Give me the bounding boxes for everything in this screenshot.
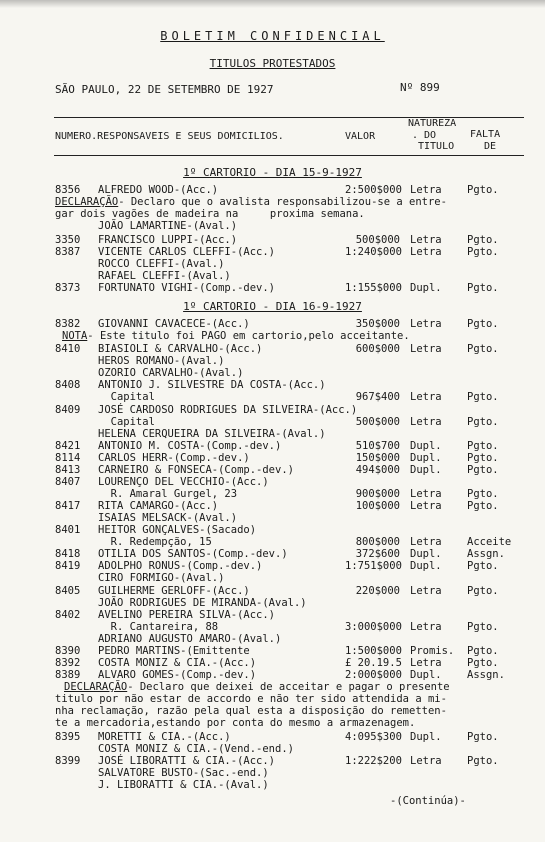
place-date: SÃO PAULO, 22 DE SETEMBRO DE 1927 [55,83,274,96]
table-row: HELENA CERQUEIRA DA SILVEIRA-(Aval.) [98,428,326,440]
table-row: J. LIBORATTI & CIA.-(Aval.) [98,779,269,791]
table-row: 8356 ALFREDO WOOD-(Acc.) 2:500$000 Letra Pgto. [55,184,499,196]
continued-marker: -(Continúa)- [390,795,466,807]
table-row: 8408 ANTONIO J. SILVESTRE DA COSTA-(Acc.) [55,379,326,391]
col-header-de: DE [484,141,497,152]
table-row: 8409 JOSÉ CARDOSO RODRIGUES DA SILVEIRA-(Acc.) [55,404,358,416]
table-row: 8417 RITA CAMARGO-(Acc.) 100$000 Letra Pgto. [55,500,499,512]
table-row: SALVATORE BUSTO-(Sac.-end.) [98,767,269,779]
col-header-falta: FALTA [470,129,501,140]
declaration-note-line: titulo por não estar de accordo e não ter sido attendida a mi- [55,693,447,705]
declaration-note-line: gar dois vagões de madeira na proxima semana. [55,208,365,220]
table-row: 8390 PEDRO MARTINS-(Emittente 1:500$000 Promis. Pgto. [55,645,499,657]
table-row: 8419 ADOLPHO RONUS-(Comp.-dev.) 1:751$000 Dupl. Pgto. [55,560,499,572]
declaration-note: DECLARAÇÃO- Declaro que deixei de acceitar e pagar o presente [64,681,450,693]
table-row: OZORIO CARVALHO-(Aval.) [98,367,244,379]
table-row: R. Redempção, 15 800$000 Letra Acceite [98,536,512,548]
section-heading: 1º CARTORIO - DIA 16-9-1927 [183,300,362,313]
table-row: R. Cantareira, 88 3:000$000 Letra Pgto. [98,621,499,633]
scan-edge-shadow [0,0,545,8]
col-header-responsaveis: NUMERO.RESPONSAVEIS E SEUS DOMICILIOS. [55,131,284,142]
payment-note: NOTA- Este titulo foi PAGO em cartorio,pelo acceitante. [62,330,410,342]
table-row: 8387 VICENTE CARLOS CLEFFI-(Acc.) 1:240$000 Letra Pgto. [55,246,499,258]
declaration-note-line: nha reclamação, razão pela qual esta a disposição do remetten- [55,705,447,717]
table-row: R. Amaral Gurgel, 23 900$000 Letra Pgto. [98,488,499,500]
table-row: COSTA MONIZ & CIA.-(Vend.-end.) [98,743,294,755]
table-row: 8401 HEITOR GONÇALVES-(Sacado) [55,524,257,536]
col-header-titulo: TITULO [418,141,455,152]
table-row: JOÃO LAMARTINE-(Aval.) [98,220,238,232]
bulletin-subtitle: TITULOS PROTESTADOS [209,57,336,70]
table-row: HEROS ROMANO-(Aval.) [98,355,225,367]
table-row: RAFAEL CLEFFI-(Aval.) [98,270,231,282]
table-row: 8399 JOSÉ LIBORATTI & CIA.-(Acc.) 1:222$200 Letra Pgto. [55,755,499,767]
table-row: 8392 COSTA MONIZ & CIA.-(Acc.) £ 20.19.5 Letra Pgto. [55,657,499,669]
table-row: 8421 ANTONIO M. COSTA-(Comp.-dev.) 510$700 Dupl. Pgto. [55,440,499,452]
table-row: 8389 ALVARO GOMES-(Comp.-dev.) 2:000$000 Dupl. Assgn. [55,669,505,681]
table-row: ISAIAS MELSACK-(Aval.) [98,512,238,524]
bulletin-title: BOLETIM CONFIDENCIAL [160,29,385,43]
table-row: 8405 GUILHERME GERLOFF-(Acc.) 220$000 Letra Pgto. [55,585,499,597]
declaration-note-line: te a mercadoria,estando por conta do mesmo a armazenagem. [55,717,416,729]
table-row: 8382 GIOVANNI CAVACECE-(Acc.) 350$000 Letra Pgto. [55,318,499,330]
header-rule-bottom [54,155,524,156]
col-header-natureza: NATUREZA [408,118,457,129]
bulletin-number: Nº 899 [400,81,440,94]
table-row: 8413 CARNEIRO & FONSECA-(Comp.-dev.) 494$000 Dupl. Pgto. [55,464,499,476]
table-row: 8407 LOURENÇO DEL VECCHIO-(Acc.) [55,476,269,488]
col-header-do: . DO [412,130,437,141]
table-row: JOÃO RODRIGUES DE MIRANDA-(Aval.) [98,597,307,609]
table-row: 8410 BIASIOLI & CARVALHO-(Acc.) 600$000 Letra Pgto. [55,343,499,355]
table-row: 8418 OTILIA DOS SANTOS-(Comp.-dev.) 372$600 Dupl. Assgn. [55,548,505,560]
table-row: Capital 500$000 Letra Pgto. [98,416,499,428]
col-header-valor: VALOR [345,131,376,142]
table-row: 8373 FORTUNATO VIGHI-(Comp.-dev.) 1:155$000 Dupl. Pgto. [55,282,499,294]
table-row: 8114 CARLOS HERR-(Comp.-dev.) 150$000 Dupl. Pgto. [55,452,499,464]
table-row: CIRO FORMIGO-(Aval.) [98,572,225,584]
table-row: ROCCO CLEFFI-(Aval.) [98,258,225,270]
table-row: Capital 967$400 Letra Pgto. [98,391,499,403]
section-heading: 1º CARTORIO - DIA 15-9-1927 [183,166,362,179]
table-row: ADRIANO AUGUSTO AMARO-(Aval.) [98,633,282,645]
table-row: 8402 AVELINO PEREIRA SILVA-(Acc.) [55,609,276,621]
table-row: 3350 FRANCISCO LUPPI-(Acc.) 500$000 Letra Pgto. [55,234,499,246]
table-row: 8395 MORETTI & CIA.-(Acc.) 4:095$300 Dupl. Pgto. [55,731,499,743]
declaration-note: DECLARAÇÃO- Declaro que o avalista responsabilizou-se a entre- [55,196,447,208]
